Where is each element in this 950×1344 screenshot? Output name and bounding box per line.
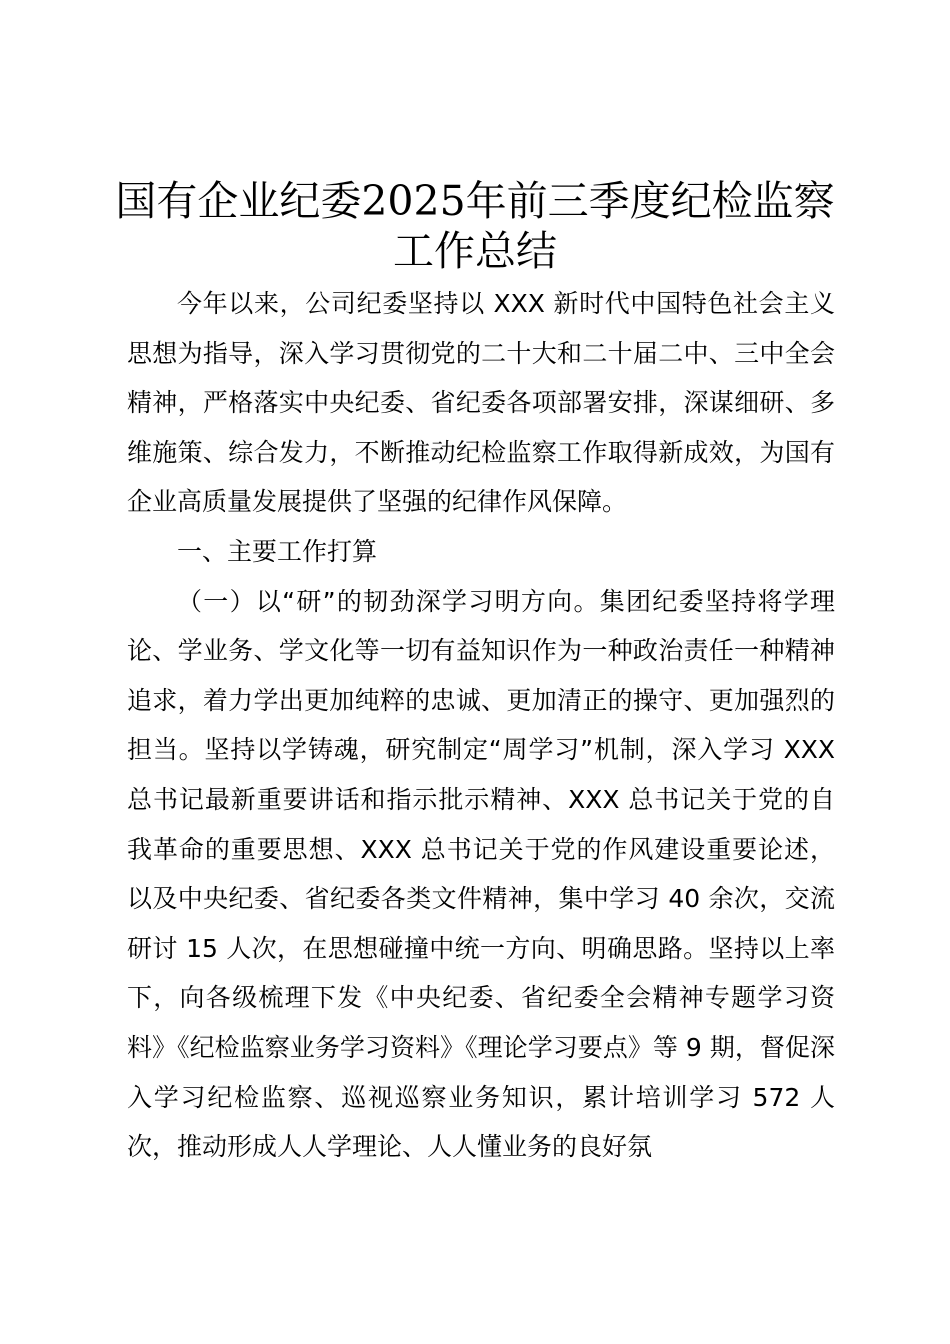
document-title: 国有企业纪委2025年前三季度纪检监察工作总结: [115, 177, 835, 275]
section-paragraph: （一）以“研”的韧劲深学习明方向。集团纪委坚持将学理论、学业务、学文化等一切有益知识作为一种政治责任一种精神追求，着力学出更加纯粹的忠诚、更加清正的操守、更加强烈的担当。坚持以学铸魂，研究制定“周学习”机制，深入学习 XXX 总书记最新重要讲话和指示批示精神、XXX 总书记关于党的自我革命的重要思想、XXX 总书记关于党的作风建设重要论述，以及中央纪委、省纪委各类文件精神，集中学习 40 余次，交流研讨 15 人次，在思想碰撞中统一方向、明确思路。坚持以上率下，向各级梳理下发《中央纪委、省纪委全会精神专题学习资料》《纪检监察业务学习资料》《理论学习要点》等 9 期，督促深入学习纪检监察、巡视巡察业务知识，累计培训学习 572 人次，推动形成人人学理论、人人懂业务的良好氛: [127, 586, 835, 1162]
document-body: [127, 279, 835, 1172]
section-heading: 一、主要工作打算: [177, 536, 378, 566]
intro-paragraph: 今年以来，公司纪委坚持以 XXX 新时代中国特色社会主义思想为指导，深入学习贯彻党的二十大和二十届二中、三中全会精神，严格落实中央纪委、省纪委各项部署安排，深谋细研、多维施策、综合发力，不断推动纪检监察工作取得新成效，为国有企业高质量发展提供了坚强的纪律作风保障。: [127, 289, 835, 517]
